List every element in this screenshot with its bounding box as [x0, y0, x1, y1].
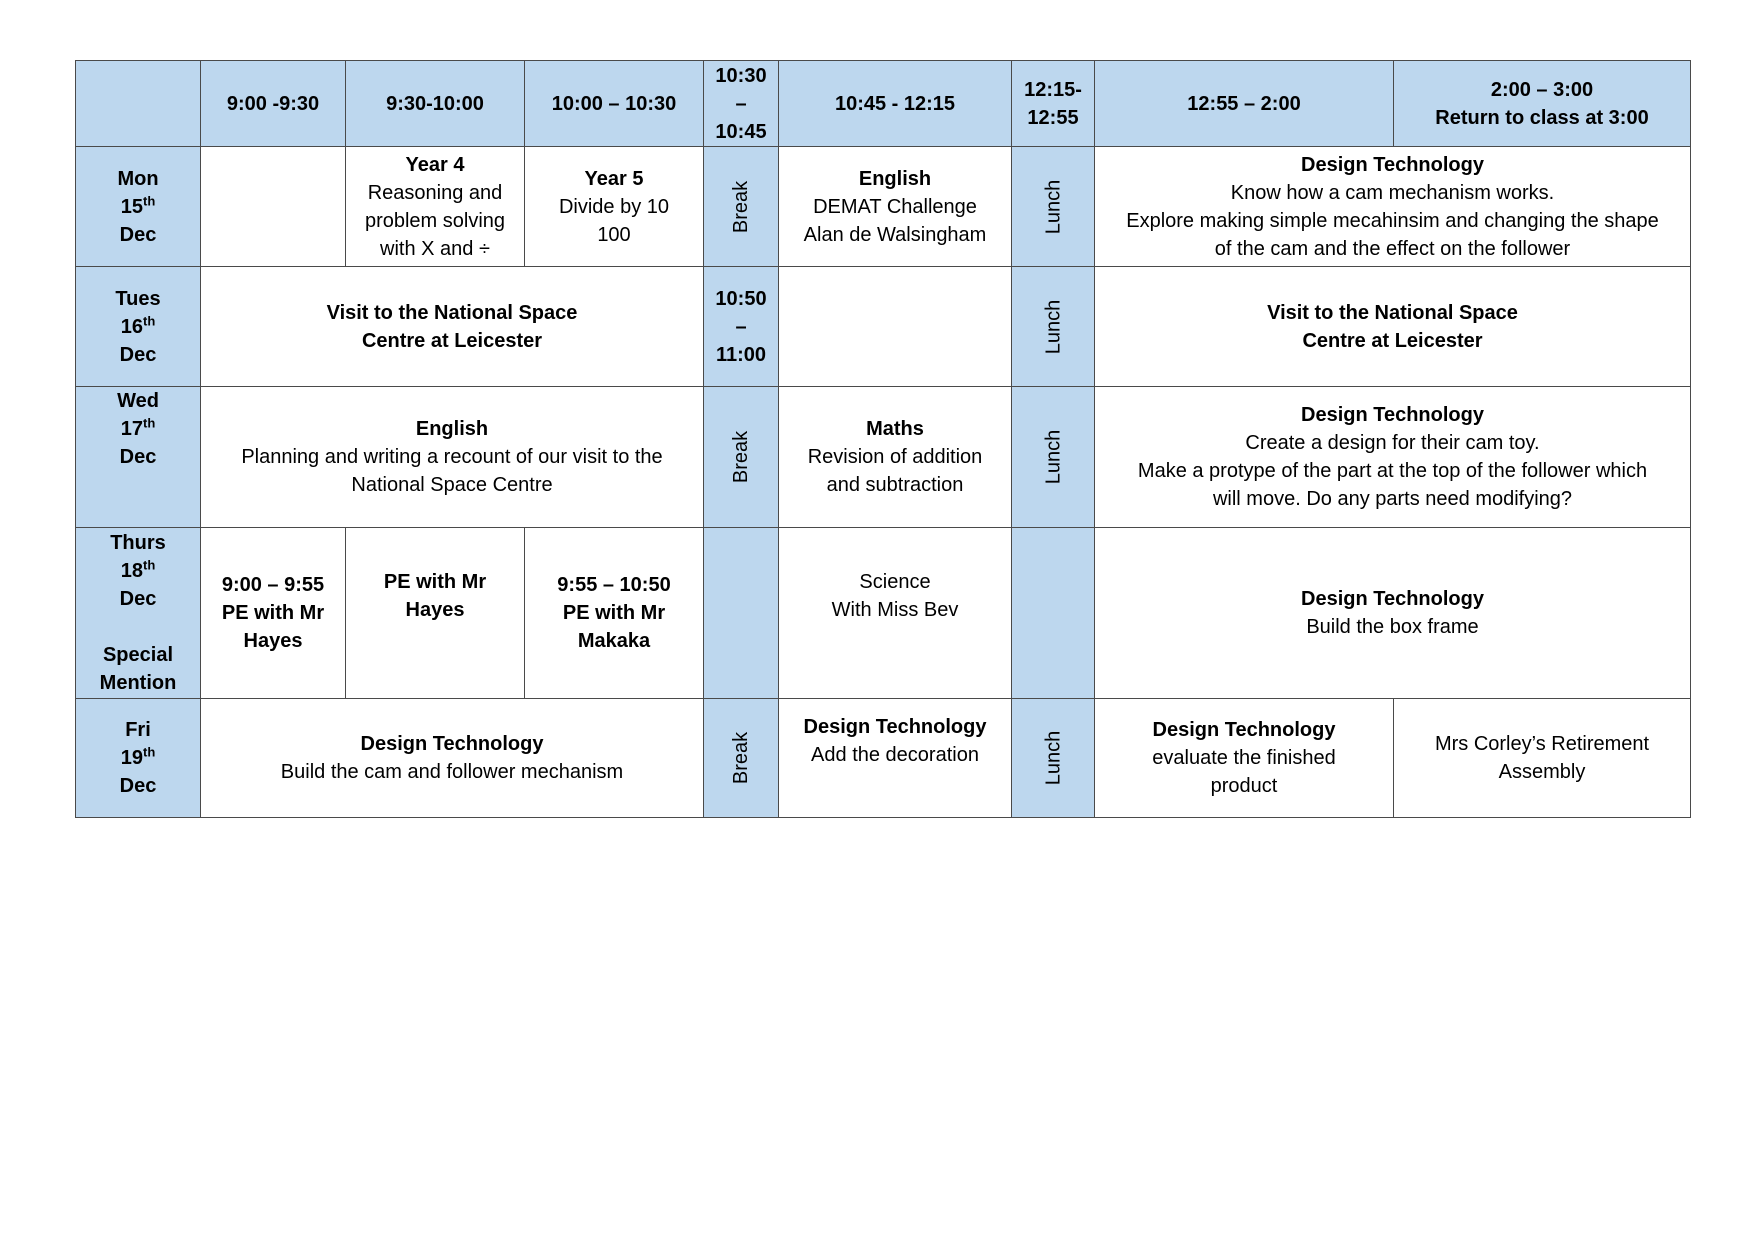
time-header-6	[1394, 61, 1691, 147]
break-label: Break	[730, 180, 752, 233]
lesson-title: Design Technology	[803, 716, 987, 738]
lesson-line: Create a design for their cam toy.	[1245, 432, 1540, 454]
lesson-line: Reasoning and	[367, 181, 503, 204]
day-cell-thursday	[76, 528, 201, 699]
lesson-line: Assembly	[1498, 761, 1586, 783]
lesson-line: Add the decoration	[811, 744, 979, 766]
lunch-label: Lunch	[1042, 429, 1064, 485]
lesson-pe-3	[525, 528, 704, 699]
break-label: Break	[730, 731, 752, 785]
lesson-line: National Space Centre	[351, 474, 553, 496]
lunch-label: Lunch	[1042, 179, 1064, 234]
lesson-line: Know how a cam mechanism works.	[1230, 181, 1555, 204]
lesson-title: Design Technology	[1152, 719, 1336, 741]
day-name: Wed	[117, 390, 159, 412]
lesson-title: Year 5	[584, 167, 644, 190]
lesson-line: product	[1210, 775, 1278, 797]
lesson-title: Year 4	[405, 153, 465, 176]
lesson-line: Build the cam and follower mechanism	[280, 761, 624, 783]
lesson-line: 9:00 – 9:55	[221, 574, 325, 596]
lesson-design-technology-3	[1095, 699, 1394, 818]
day-month: Dec	[119, 446, 157, 468]
day-month: Dec	[119, 223, 157, 246]
day-number: 16	[120, 315, 143, 338]
lesson-design-technology-2	[779, 699, 1012, 818]
lunch-label: Lunch	[1042, 299, 1064, 354]
trip-line: Visit to the National Space	[1267, 301, 1518, 324]
lunch-time-start: 12:15-	[1024, 78, 1082, 101]
break-time-end: 10:45	[715, 120, 767, 143]
break-label: Break	[730, 430, 752, 484]
day-cell-monday	[76, 147, 201, 267]
lesson-pe-2	[346, 528, 525, 699]
break-time-cell	[704, 267, 779, 387]
lunch-cell	[1012, 147, 1095, 267]
lesson-science	[779, 528, 1012, 699]
break-time-start: 10:30	[715, 64, 767, 87]
day-name: Mon	[117, 167, 159, 190]
header-row	[76, 61, 1691, 147]
day-cell-wednesday	[76, 387, 201, 528]
lesson-line: PE with Mr	[562, 602, 666, 624]
lunch-time-end: 12:55	[1027, 106, 1079, 129]
lesson-line: With Miss Bev	[831, 599, 959, 621]
row-monday	[76, 147, 1691, 267]
lesson-line: Revision of addition	[807, 446, 983, 468]
lesson-year4	[346, 147, 525, 267]
trip-line: Centre at Leicester	[361, 329, 543, 352]
lesson-english	[779, 147, 1012, 267]
time-header-2: 9:30-10:00	[346, 61, 525, 147]
row-tuesday	[76, 267, 1691, 387]
day-suffix: th	[142, 557, 156, 573]
time-header-5: 12:55 – 2:00	[1095, 61, 1394, 147]
day-suffix: th	[142, 192, 156, 208]
lunch-cell-empty	[1012, 528, 1095, 699]
lesson-design-technology	[201, 699, 704, 818]
break-time-dash: –	[735, 92, 747, 115]
lesson-english	[201, 387, 704, 528]
special-mention-line: Special	[102, 644, 174, 666]
break-cell-empty	[704, 528, 779, 699]
lesson-line: Make a protype of the part at the top of the follower which	[1137, 460, 1648, 482]
lesson-title: Design Technology	[360, 733, 544, 755]
lesson-title: English	[415, 418, 489, 440]
break-cell	[704, 699, 779, 818]
day-month: Dec	[119, 343, 157, 366]
lesson-line: Makaka	[577, 630, 651, 652]
trip-line: Visit to the National Space	[326, 301, 578, 324]
lesson-line: Hayes	[243, 630, 303, 652]
lesson-line: with X and ÷	[380, 237, 490, 260]
lesson-title: English	[858, 167, 932, 190]
lesson-line: Explore making simple mecahinsim and changing the shape	[1126, 209, 1659, 232]
lesson-design-technology	[1095, 147, 1691, 267]
lesson-title: Design Technology	[1301, 404, 1484, 426]
row-friday	[76, 699, 1691, 818]
lesson-line: and subtraction	[826, 474, 964, 496]
day-name: Tues	[115, 287, 161, 310]
time-header-3: 10:00 – 10:30	[525, 61, 704, 147]
day-name: Thurs	[110, 532, 166, 554]
empty-cell	[779, 267, 1012, 387]
lesson-title: Design Technology	[1301, 588, 1484, 610]
lunch-cell	[1012, 699, 1095, 818]
trip-line: Centre at Leicester	[1302, 329, 1483, 352]
lesson-title: Design Technology	[1301, 153, 1484, 176]
lesson-line: Science	[859, 571, 931, 593]
lesson-line: Alan de Walsingham	[803, 223, 987, 246]
lesson-design-technology	[1095, 387, 1691, 528]
lesson-maths	[779, 387, 1012, 528]
time-header-4: 10:45 - 12:15	[779, 61, 1012, 147]
break-cell	[704, 147, 779, 267]
lesson-line: will move. Do any parts need modifying?	[1212, 488, 1573, 510]
lesson-pe-1	[201, 528, 346, 699]
lesson-line: Planning and writing a recount of our visit to the	[241, 446, 663, 468]
lesson-line: of the cam and the effect on the follower	[1214, 237, 1571, 260]
lesson-line: problem solving	[364, 209, 506, 232]
lunch-label: Lunch	[1042, 730, 1064, 786]
day-number: 17	[120, 418, 143, 440]
lesson-line: Build the box frame	[1306, 616, 1479, 638]
day-month: Dec	[119, 588, 157, 610]
lesson-line: 100	[597, 223, 631, 246]
day-number: 19	[120, 747, 143, 769]
day-month: Dec	[119, 775, 157, 797]
day-name: Fri	[125, 719, 151, 741]
weekly-timetable	[75, 60, 1691, 818]
lunch-cell	[1012, 387, 1095, 528]
retirement-assembly	[1394, 699, 1691, 818]
trip-morning	[201, 267, 704, 387]
row-thursday	[76, 528, 1691, 699]
break-cell	[704, 387, 779, 528]
lesson-line: PE with Mr	[221, 602, 325, 624]
lunch-time-header	[1012, 61, 1095, 147]
time-header-6-note: Return to class at 3:00	[1435, 106, 1649, 129]
time-header-6-range: 2:00 – 3:00	[1490, 78, 1594, 101]
break-time-header	[704, 61, 779, 147]
lesson-year5	[525, 147, 704, 267]
break-time-start: 10:50	[715, 287, 767, 310]
row-wednesday	[76, 387, 1691, 528]
day-suffix: th	[142, 744, 156, 760]
time-header-1: 9:00 -9:30	[201, 61, 346, 147]
lesson-line: 9:55 – 10:50	[557, 574, 671, 596]
trip-afternoon	[1095, 267, 1691, 387]
lesson-line: evaluate the finished	[1152, 747, 1336, 769]
lesson-line: DEMAT Challenge	[813, 195, 977, 218]
break-time-end: 11:00	[715, 343, 767, 366]
lunch-cell	[1012, 267, 1095, 387]
empty-cell	[201, 147, 346, 267]
day-number: 15	[120, 195, 143, 218]
lesson-title: Maths	[866, 418, 924, 440]
special-mention-line: Mention	[99, 672, 177, 694]
lesson-design-technology	[1095, 528, 1691, 699]
break-time-dash: –	[735, 315, 747, 338]
header-corner	[76, 61, 201, 147]
day-suffix: th	[142, 415, 156, 431]
day-cell-tuesday	[76, 267, 201, 387]
day-number: 18	[120, 560, 143, 582]
lesson-line: Divide by 10	[558, 195, 670, 218]
lesson-line: PE with Mr	[383, 571, 487, 593]
day-cell-friday	[76, 699, 201, 818]
lesson-line: Hayes	[405, 599, 465, 621]
lesson-line: Mrs Corley’s Retirement	[1434, 733, 1650, 755]
day-suffix: th	[142, 312, 156, 328]
